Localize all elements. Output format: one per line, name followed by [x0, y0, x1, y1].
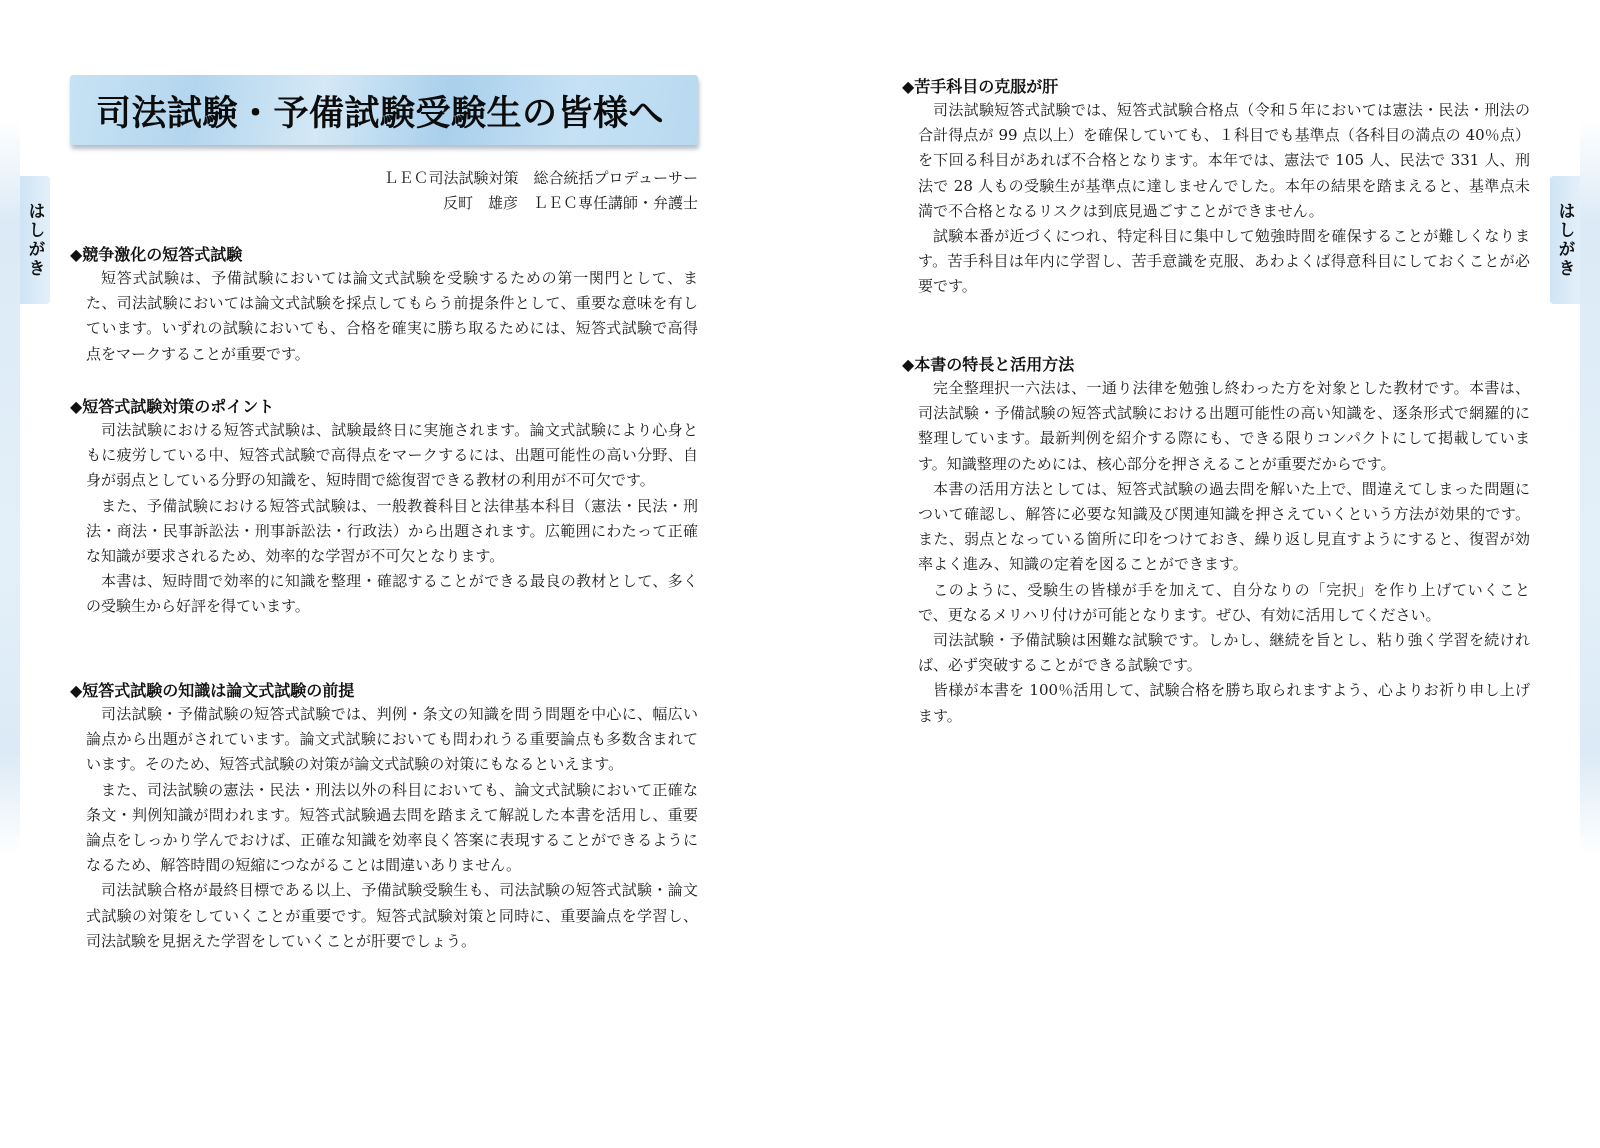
paragraph: 司法試験合格が最終目標である以上、予備試験受験生も、司法試験の短答式試験・論文式試験の対策をしていくことが重要です。短答式試験対策と同時に、重要論点を学習し、司法試験を見据えた学習をしていくことが肝要でしょう。 — [86, 881, 698, 950]
section-heading: ◆短答式試験対策のポイント — [70, 397, 275, 416]
section-body — [918, 376, 1530, 729]
paragraph: 完全整理択一六法は、一通り法律を勉強し終わった方を対象とした教材です。本書は、司法試験・予備試験の短答式試験における出題可能性の高い知識を、逐条形式で網羅的に整理しています。最新判例を紹介する際にも、できる限りコンパクトにして掲載しています。知識整理のためには、核心部分を押さえることが重要だからです。 — [918, 379, 1530, 473]
paragraph: 試験本番が近づくにつれ、特定科目に集中して勉強時間を確保することが難しくなります。苦手科目は年内に学習し、苦手意識を克服、あわよくば得意科目にしておくことが必要です。 — [918, 227, 1530, 296]
section-body — [918, 98, 1530, 300]
author-block — [278, 166, 698, 216]
section-body — [86, 418, 698, 620]
section-heading: ◆苦手科目の克服が肝 — [902, 77, 1059, 96]
paragraph: 司法試験・予備試験の短答式試験では、判例・条文の知識を問う問題を中心に、幅広い論点から出題がされています。論文式試験においても問われうる重要論点も多数含まれています。そのため、短答式試験の対策が論文式試験の対策にもなるといえます。 — [86, 705, 698, 774]
side-decor-band — [1580, 120, 1600, 855]
section-heading: ◆競争激化の短答式試験 — [70, 245, 243, 264]
paragraph: 司法試験における短答式試験は、試験最終日に実施されます。論文式試験により心身ともに疲労している中、短答式試験で高得点をマークするには、出題可能性の高い分野、自身が弱点としている分野の知識を、短時間で総復習できる教材の利用が不可欠です。 — [86, 421, 698, 490]
author-role: ＬＥＣ司法試験対策 総合統括プロデューサー — [383, 169, 698, 187]
section-body — [86, 702, 698, 954]
right-page — [800, 0, 1600, 1148]
paragraph: 司法試験短答式試験では、短答式試験合格点（令和５年においては憲法・民法・刑法の合計得点が 99 点以上）を確保していても、１科目でも基準点（各科目の満点の 40％点）を下回る科目があれば不合格となります。本年では、憲法で 105 人、民法で 331 人、刑法で 28 人もの受験生が基準点に達しませんでした。本年の結果を踏まえると、基準点未満で不合格となるリスクは到底見過ごすことができません。 — [918, 101, 1530, 220]
paragraph: 皆様が本書を 100％活用して、試験合格を勝ち取られますよう、心よりお祈り申し上げます。 — [918, 681, 1530, 725]
paragraph: また、司法試験の憲法・民法・刑法以外の科目においても、論文式試験において正確な条文・判例知識が問われます。短答式試験過去問を踏まえて解説した本書を活用し、重要論点をしっかり学んでおけば、正確な知識を効率良く答案に表現することができるようになるため、解答時間の短縮につながることは間違いありません。 — [86, 780, 698, 875]
title-banner — [70, 75, 698, 145]
paragraph: 本書の活用方法としては、短答式試験の過去問を解いた上で、間違えてしまった問題について確認し、解答に必要な知識及び関連知識を押さえていくという方法が効果的です。また、弱点となっている箇所に印をつけておき、繰り返し見直すようにすると、復習が効率よく進み、知識の定着を図ることができます。 — [918, 479, 1530, 574]
paragraph: また、予備試験における短答式試験は、一般教養科目と法律基本科目（憲法・民法・刑法・商法・民事訴訟法・刑事訴訟法・行政法）から出題されます。広範囲にわたって正確な知識が要求されるため、効率的な学習が不可欠となります。 — [86, 496, 698, 566]
section-heading: ◆短答式試験の知識は論文式試験の前提 — [70, 681, 355, 700]
side-tab-hashigaki: はしがき — [20, 176, 50, 304]
side-decor-band — [0, 120, 20, 855]
paragraph: 短答式試験は、予備試験においては論文式試験を受験するための第一関門として、また、司法試験においては論文式試験を採点してもらう前提条件として、重要な意味を有しています。いずれの試験においても、合格を確実に勝ち取るためには、短答式試験で高得点をマークすることが重要です。 — [86, 269, 698, 363]
side-tab-hashigaki: はしがき — [1550, 176, 1580, 304]
author-name: 反町 雄彦 ＬＥＣ専任講師・弁護士 — [442, 194, 698, 212]
page-title: 司法試験・予備試験受験生の皆様へ — [96, 94, 665, 134]
paragraph: 司法試験・予備試験は困難な試験です。しかし、継続を旨とし、粘り強く学習を続ければ、必ず突破することができる試験です。 — [918, 631, 1530, 675]
paragraph: このように、受験生の皆様が手を加えて、自分なりの「完択」を作り上げていくことで、更なるメリハリ付けが可能となります。ぜひ、有効に活用してください。 — [918, 580, 1530, 624]
section-body — [86, 266, 698, 367]
section-heading: ◆本書の特長と活用方法 — [902, 355, 1075, 374]
paragraph: 本書は、短時間で効率的に知識を整理・確認することができる最良の教材として、多くの受験生から好評を得ています。 — [86, 572, 698, 616]
